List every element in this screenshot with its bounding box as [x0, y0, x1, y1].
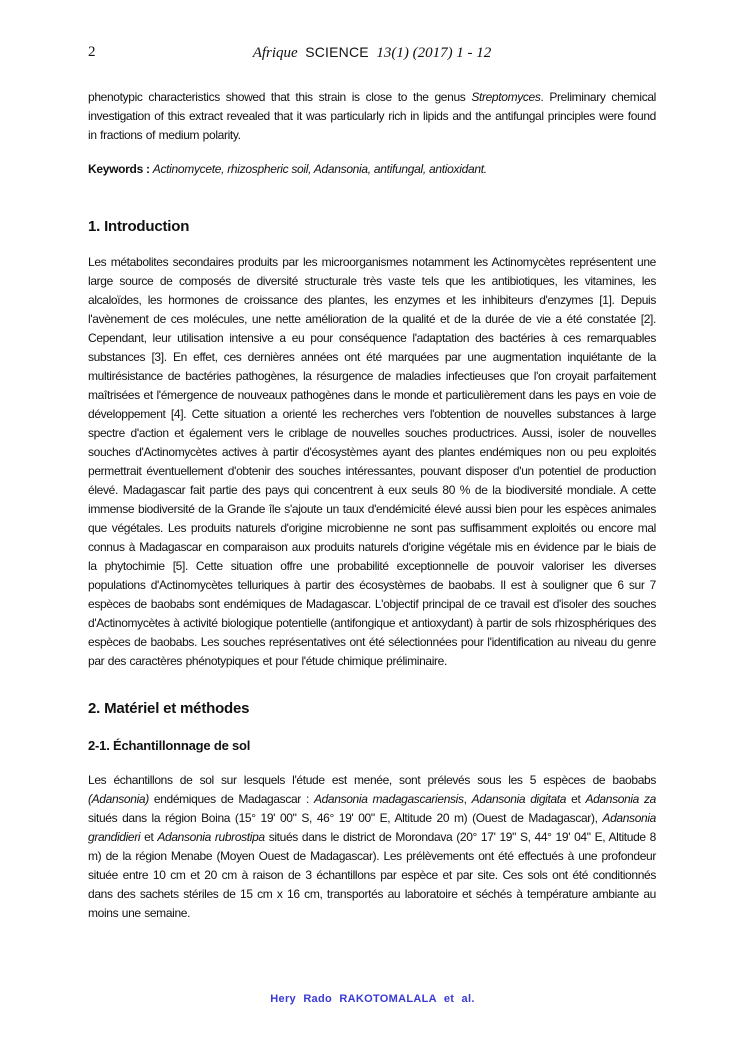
subsection-heading-sampling: 2-1. Échantillonnage de sol — [88, 738, 251, 753]
species-za: Adansonia za — [585, 792, 656, 806]
sampling-paragraph — [88, 771, 656, 923]
journal-science: SCIENCE — [305, 44, 369, 60]
running-header — [88, 44, 656, 66]
journal-name: Afrique — [252, 45, 298, 61]
section-heading-methods: 2. Matériel et méthodes — [88, 700, 250, 717]
species-digitata: Adansonia digitata — [471, 792, 567, 806]
keywords-values: Actinomycete, rhizospheric soil, Adansonia, antifungal, antioxidant. — [152, 162, 487, 176]
sampling-text: endémiques de Madagascar : — [148, 792, 314, 806]
keywords — [88, 160, 656, 179]
journal-issue: 13(1) (2017) 1 - 12 — [376, 45, 492, 61]
introduction-paragraph: Les métabolites secondaires produits par les microorganismes notamment les Actinomycètes représentent une large source de composés de diversité structurale très vaste tels que les antibiotiques, les vitamines, les alcaloïdes, les hormones de croissance des plantes, les enzymes et les inhibiteurs d'enzymes [1]. Depuis l'avènement de ces molécules, une nette amélioration de la qualité et de la durée de vie a été constatée [2]. Cependant, leur utilisation intensive a eu pour conséquence l'adaptation des bactéries à ces remarquables substances [3]. En effet, ces dernières années ont été marquées par une augmentation inquiétante de la multirésistance de bactéries pathogènes, la résurgence de maladies infectieuses que l'on croyait parfaitement maîtrisées et l'émergence de nouveaux pathogènes dans le monde et particulièrement dans les pays en voie de développement [4]. Cette situation a orienté les recherches vers l'obtention de nouvelles substances à large spectre d'action et également vers le criblage de nouvelles souches productrices. Aussi, isoler de nouvelles souches d'Actinomycètes actives à partir d'écosystèmes ayant des plantes endémiques non ou peu exploités permettrait éventuellement d'obtenir des souches intéressantes, pouvant disposer d'un potentiel de production élevé. Madagascar fait partie des pays qui concentrent à eux seuls 80 % de la biodiversité mondiale. A cette immense biodiversité de la Grande île s'ajoute un taux d'endémicité élevé aussi bien pour les espèces animales que végétales. Les produits naturels d'origine microbienne ne sont pas suffisamment exploités ou encore mal connus à Madagascar en comparaison aux produits naturels d'origine végétale mis en évidence par le biais de la phytochimie [5]. Cette situation offre une probabilité exceptionnelle de pouvoir valoriser les diverses populations d'Actinomycètes telluriques à partir des écosystèmes de baobabs. Il est à souligner que 6 sur 7 espèces de baobabs sont endémiques de Madagascar. L'objectif principal de ce travail est d'isoler des souches d'Actinomycètes à activité biologique potentielle (antifongique et antioxydant) à partir de sols rhizosphériques des espèces de baobabs. Les souches représentatives ont été sélectionnées pour l'identification au niveau du genre par des caractères phénotypiques et pour l'étude chimique préliminaire. — [88, 255, 656, 668]
abstract-text-end: . Preliminary chemical investigation of this extract revealed that it was particularly rich in lipids and the antifungal principles were found in fractions of medium polarity. — [88, 90, 656, 142]
running-footer-authors: Hery Rado RAKOTOMALALA et al. — [270, 993, 475, 1005]
section-heading-introduction: 1. Introduction — [88, 218, 190, 235]
abstract-continuation — [88, 88, 656, 145]
journal-title — [88, 44, 656, 62]
species-madagascariensis: Adansonia madagascariensis — [313, 792, 464, 806]
sampling-text: Les échantillons de sol sur lesquels l'étude est menée, sont prélevés sous les 5 espèces de baobabs — [88, 773, 656, 787]
sampling-text: , — [463, 792, 472, 806]
species-rubrostipa: Adansonia rubrostipa — [157, 830, 265, 844]
genus-name: Streptomyces — [471, 90, 541, 104]
page-number: 2 — [88, 44, 96, 60]
abstract-text: phenotypic characteristics showed that this strain is close to the genus — [88, 90, 472, 104]
sampling-text: situés dans la région Boina (15° 19' 00" S, 46° 19' 00" E, Altitude 20 m) (Ouest de Madagascar), — [88, 811, 603, 825]
sampling-text: situés dans le district de Morondava (20° 17' 19" S, 44° 19' 04" E, Altitude 8 m) de la région Menabe (Moyen Ouest de Madagascar). Les prélèvements ont été effectués à une profondeur située entre 10 cm et 20 cm à raison de 3 échantillons par espèce et par site. Ces sols ont été conditionnés dans des sachets stériles de 15 cm x 16 cm, transportés au laboratoire et séchés à température ambiante au moins une semaine. — [88, 830, 656, 920]
sampling-text: et — [566, 792, 586, 806]
genus-adansonia: (Adansonia) — [88, 792, 149, 806]
keywords-label: Keywords : — [88, 162, 150, 176]
sampling-text: et — [140, 830, 158, 844]
species-grandidieri: Adansonia grandidieri — [88, 811, 656, 844]
